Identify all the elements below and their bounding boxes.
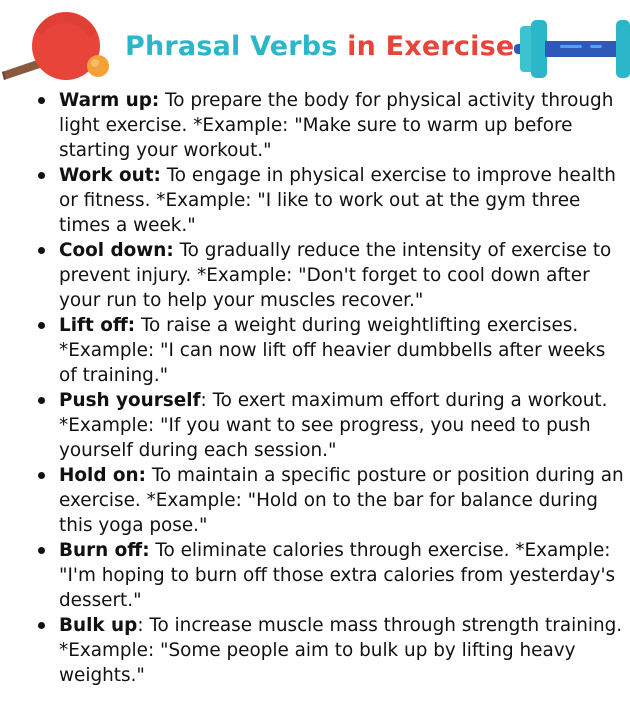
ping-pong-paddle-icon [0, 8, 115, 86]
term: Push yourself [59, 390, 201, 411]
bullet [38, 172, 45, 179]
bullet [38, 247, 45, 254]
definition: To gradually reduce the intensity of exercise to prevent injury. *Example: "Don't forget to cool down after your run to help your muscles recover." [59, 240, 612, 311]
bullet [38, 97, 45, 104]
bullet [38, 547, 45, 554]
page-title [125, 31, 514, 62]
list-item [34, 313, 624, 388]
term: Cool down: [59, 240, 174, 261]
list-item [34, 88, 624, 163]
bullet [38, 472, 45, 479]
definition: : To increase muscle mass through strength training. *Example: "Some people aim to bulk up by lifting heavy weights." [59, 615, 623, 686]
header [0, 0, 630, 90]
definition: : To exert maximum effort during a workout. *Example: "If you want to see progress, you need to push yourself during each session." [59, 390, 608, 461]
definition: To engage in physical exercise to improve health or fitness. *Example: "I like to work out at the gym three times a week." [59, 165, 616, 236]
list-item [34, 388, 624, 463]
bullet [38, 397, 45, 404]
list-item [34, 463, 624, 538]
definition: To raise a weight during weightlifting exercises. *Example: "I can now lift off heavier dumbbells after weeks of training." [59, 315, 606, 386]
term: Lift off: [59, 315, 136, 336]
term: Burn off: [59, 540, 150, 561]
term: Bulk up [59, 615, 138, 636]
dumbbell-icon [512, 18, 630, 80]
term: Work out: [59, 165, 161, 186]
definition: To maintain a specific posture or position during an exercise. *Example: "Hold on to the bar for balance during this yoga pose." [59, 465, 624, 536]
title-part1: Phrasal Verbs [125, 31, 338, 62]
list-item [34, 238, 624, 313]
list-item [34, 538, 624, 613]
bullet [38, 622, 45, 629]
term: Warm up: [59, 90, 160, 111]
definition: To prepare the body for physical activity through light exercise. *Example: "Make sure to warm up before starting your workout." [59, 90, 614, 161]
list-item [34, 163, 624, 238]
term: Hold on: [59, 465, 146, 486]
title-part2: in Exercise [347, 31, 515, 62]
phrasal-verb-list [34, 88, 624, 688]
definition: To eliminate calories through exercise. *Example: "I'm hoping to burn off those extra calories from yesterday's dessert." [59, 540, 616, 611]
bullet [38, 322, 45, 329]
list-item [34, 613, 624, 688]
